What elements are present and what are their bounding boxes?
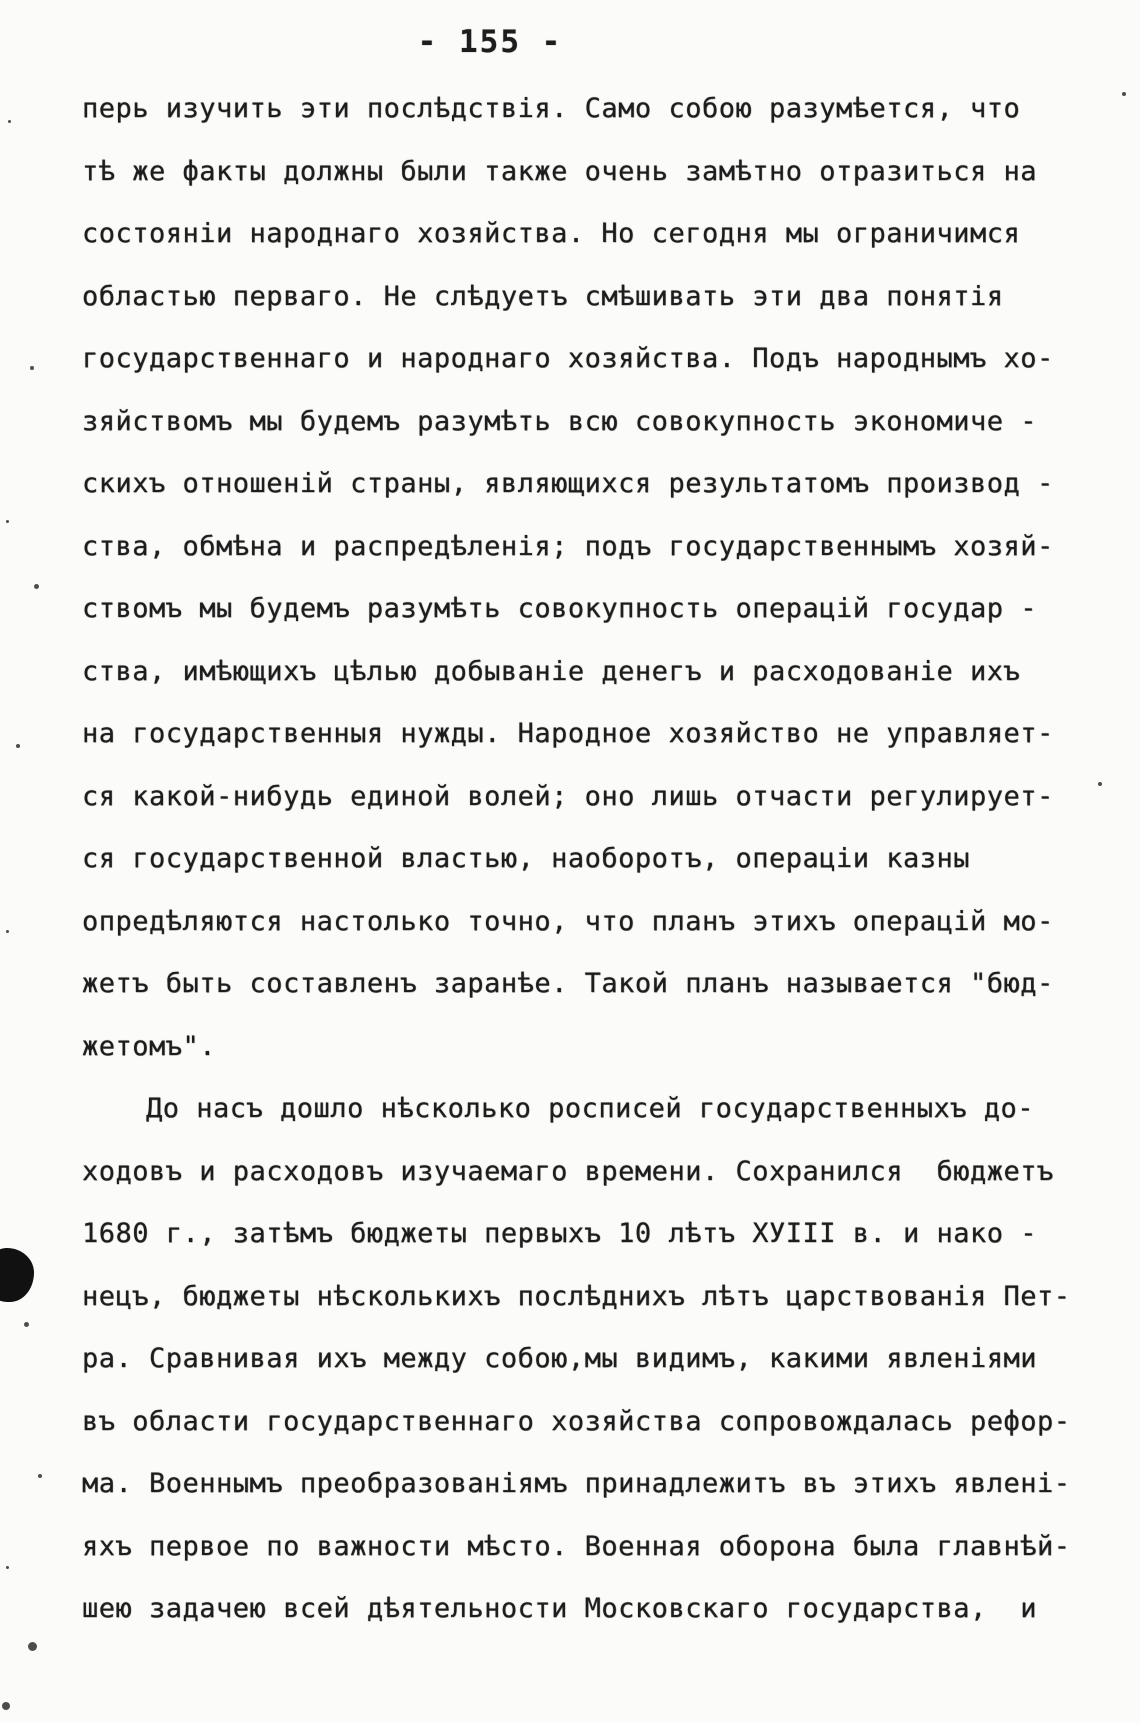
text-line: ма. Военнымъ преобразованіямъ принадлежитъ въ этихъ явлені- — [82, 1468, 1071, 1499]
text-line: перь изучить эти послѣдствія. Само собою разумѣется, что — [82, 93, 1021, 124]
ink-speck — [6, 930, 9, 933]
text-line: на государственныя нужды. Народное хозяйство не управляет- — [82, 718, 1054, 749]
text-line: государственнаго и народнаго хозяйства. Подъ народнымъ хо- — [82, 343, 1054, 374]
text-line: ра. Сравнивая ихъ между собою,мы видимъ, какими явленіями — [82, 1343, 1038, 1374]
ink-speck — [16, 744, 20, 748]
text-line: ства, имѣющихъ цѣлью добываніе денегъ и расходованіе ихъ — [82, 655, 1021, 687]
text-line: опредѣляются настолько точно, что планъ этихъ операцій мо- — [82, 905, 1054, 937]
text-line: До насъ дошло нѣсколько росписей государственныхъ до- — [146, 1093, 1035, 1124]
text-line: тѣ же факты должны были также очень замѣтно отразиться на — [82, 155, 1038, 187]
ink-speck — [6, 520, 9, 523]
ink-speck — [1098, 782, 1102, 786]
ink-speck — [24, 1322, 29, 1327]
text-line: состояніи народнаго хозяйства. Но сегодня мы ограничимся — [82, 218, 1021, 249]
text-line: ства, обмѣна и распредѣленія; подъ государственнымъ хозяй- — [82, 530, 1054, 562]
ink-speck — [30, 366, 34, 370]
ink-speck — [38, 1474, 42, 1478]
text-line: ствомъ мы будемъ разумѣть совокупность операцій государ - — [82, 593, 1038, 624]
text-line: яхъ первое по важности мѣсто. Военная оборона была главнѣй- — [82, 1530, 1071, 1562]
text-line: скихъ отношеній страны, являющихся результатомъ производ - — [82, 468, 1054, 499]
ink-speck — [2, 1702, 10, 1710]
text-line: 1680 г., затѣмъ бюджеты первыхъ 10 лѣтъ ХУІІІ в. и нако - — [82, 1218, 1038, 1249]
text-line: въ области государственнаго хозяйства сопровождалась рефор- — [82, 1405, 1071, 1437]
text-line: ходовъ и расходовъ изучаемаго времени. Сохранился бюджетъ — [82, 1155, 1054, 1187]
ink-speck — [8, 120, 11, 123]
ink-speck — [28, 1642, 37, 1651]
ink-blot — [0, 1248, 34, 1302]
text-line: жетомъ". — [82, 1030, 217, 1062]
text-line: областью перваго. Не слѣдуетъ смѣшивать эти два понятія — [82, 280, 1004, 312]
ink-speck — [6, 1566, 9, 1569]
text-line: ся государственной властью, наоборотъ, операціи казны — [82, 843, 971, 874]
ink-speck — [1122, 92, 1126, 96]
text-body — [82, 78, 1102, 1641]
text-line: зяйствомъ мы будемъ разумѣть всю совокупность экономиче - — [82, 405, 1038, 437]
page-number: - 155 - — [417, 24, 563, 60]
text-line: нецъ, бюджеты нѣсколькихъ послѣднихъ лѣтъ царствованія Пет- — [82, 1280, 1071, 1312]
text-line: жетъ быть составленъ заранѣе. Такой планъ называется "бюд- — [82, 968, 1054, 999]
ink-speck — [34, 584, 39, 589]
text-line: ся какой-нибудь единой волей; оно лишь отчасти регулирует- — [82, 780, 1054, 812]
text-line: шею задачею всей дѣятельности Московскаго государства, и — [82, 1593, 1038, 1624]
